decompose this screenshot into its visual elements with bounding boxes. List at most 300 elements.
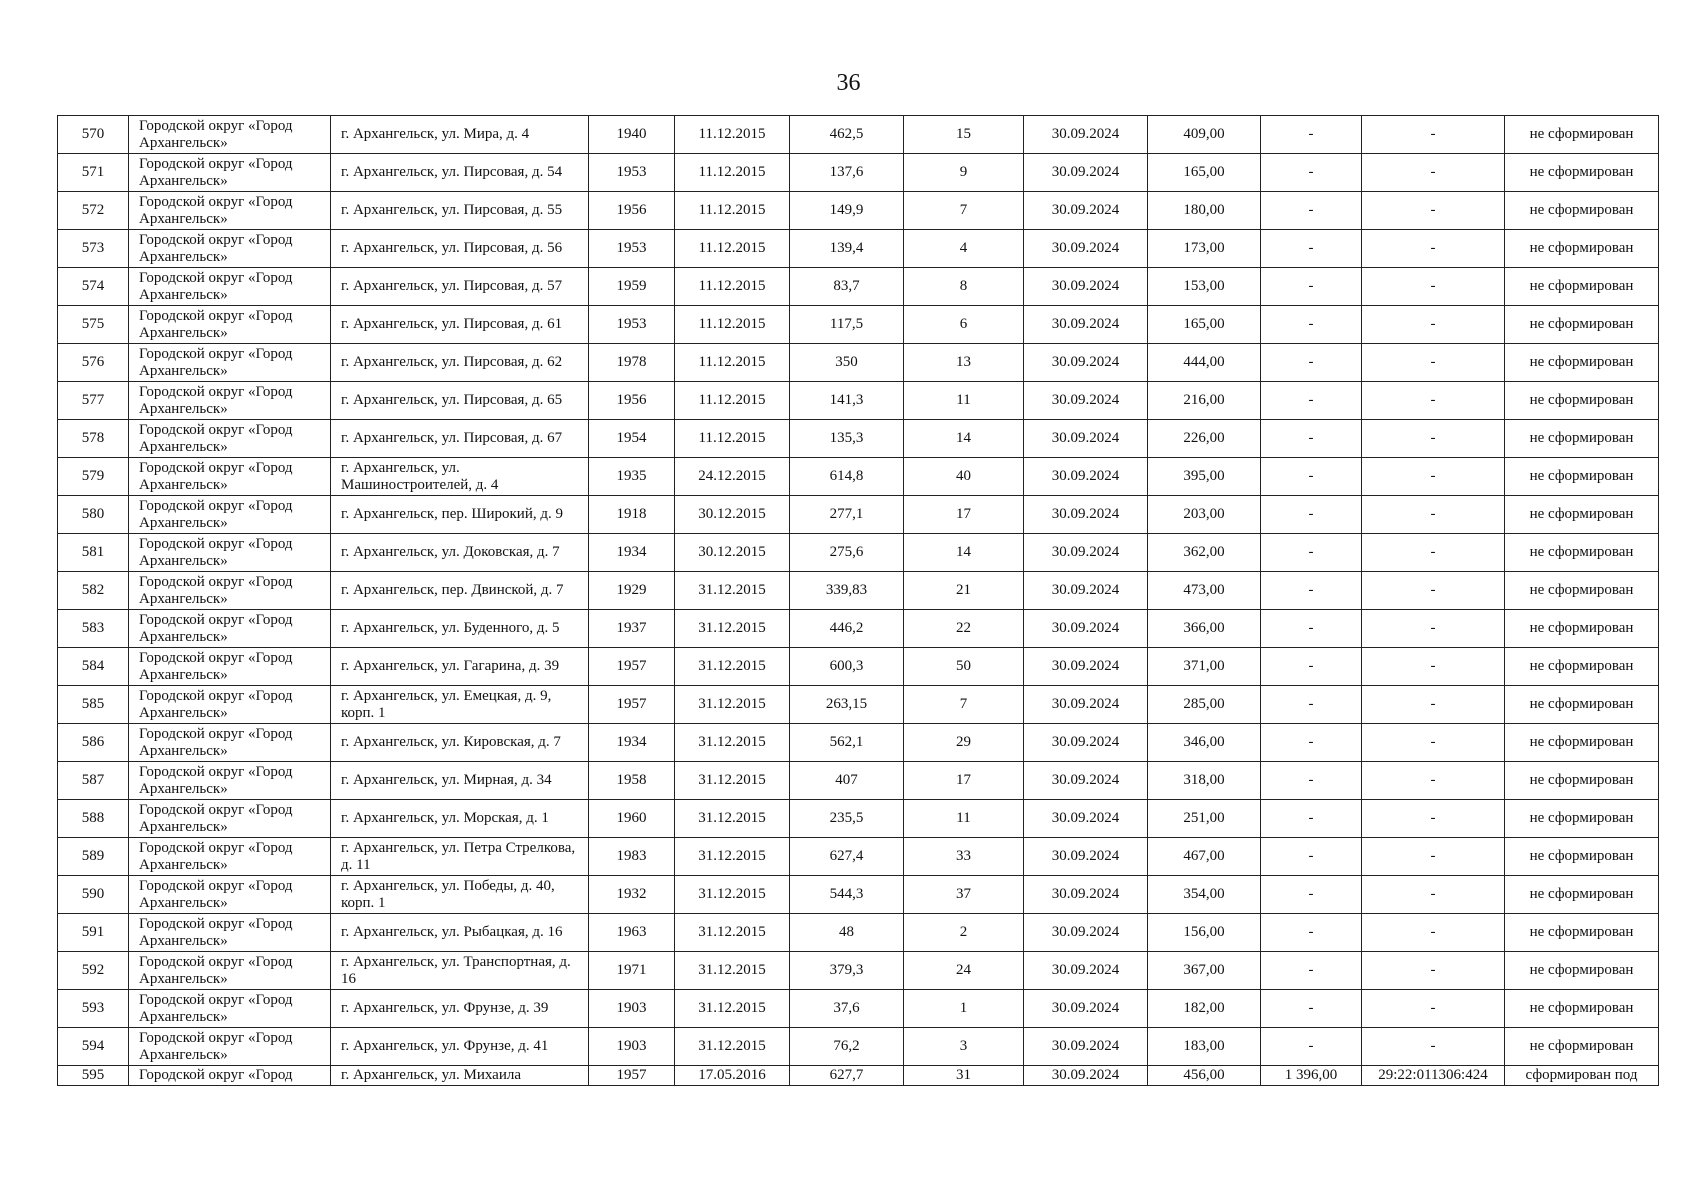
year-cell: 1957 xyxy=(589,686,675,724)
cadastral-number-cell: - xyxy=(1362,876,1505,914)
status-cell: не сформирован xyxy=(1505,154,1659,192)
deadline-cell: 30.09.2024 xyxy=(1024,838,1148,876)
status-cell: не сформирован xyxy=(1505,306,1659,344)
year-cell: 1953 xyxy=(589,230,675,268)
municipality-cell: Городской округ «Город Архангельск» xyxy=(129,876,331,914)
land-formed-area-cell: - xyxy=(1261,420,1362,458)
area-cell: 627,7 xyxy=(790,1066,904,1086)
status-cell: не сформирован xyxy=(1505,420,1659,458)
status-cell: не сформирован xyxy=(1505,116,1659,154)
residents-cell: 6 xyxy=(904,306,1024,344)
table-row xyxy=(58,686,1659,724)
deadline-cell: 30.09.2024 xyxy=(1024,914,1148,952)
table-row xyxy=(58,230,1659,268)
cadastral-number-cell: - xyxy=(1362,686,1505,724)
deadline-cell: 30.09.2024 xyxy=(1024,1028,1148,1066)
address-cell: г. Архангельск, ул. Пирсовая, д. 56 xyxy=(331,230,589,268)
land-area-cell: 473,00 xyxy=(1148,572,1261,610)
year-cell: 1918 xyxy=(589,496,675,534)
row-number: 585 xyxy=(58,686,129,724)
table-row xyxy=(58,648,1659,686)
date-cell: 31.12.2015 xyxy=(675,762,790,800)
address-cell: г. Архангельск, ул. Пирсовая, д. 67 xyxy=(331,420,589,458)
table-row xyxy=(58,610,1659,648)
cadastral-number-cell: - xyxy=(1362,648,1505,686)
year-cell: 1978 xyxy=(589,344,675,382)
table-row xyxy=(58,344,1659,382)
row-number: 593 xyxy=(58,990,129,1028)
address-cell: г. Архангельск, ул. Транспортная, д. 16 xyxy=(331,952,589,990)
year-cell: 1953 xyxy=(589,154,675,192)
page-number: 36 xyxy=(836,70,861,96)
year-cell: 1940 xyxy=(589,116,675,154)
year-cell: 1937 xyxy=(589,610,675,648)
date-cell: 31.12.2015 xyxy=(675,572,790,610)
status-cell: не сформирован xyxy=(1505,230,1659,268)
municipality-cell: Городской округ «Город Архангельск» xyxy=(129,952,331,990)
area-cell: 37,6 xyxy=(790,990,904,1028)
year-cell: 1953 xyxy=(589,306,675,344)
municipality-cell: Городской округ «Город Архангельск» xyxy=(129,914,331,952)
year-cell: 1903 xyxy=(589,1028,675,1066)
land-formed-area-cell: - xyxy=(1261,496,1362,534)
residents-cell: 40 xyxy=(904,458,1024,496)
status-cell: не сформирован xyxy=(1505,800,1659,838)
cadastral-number-cell: - xyxy=(1362,572,1505,610)
cadastral-number-cell: - xyxy=(1362,230,1505,268)
municipality-cell: Городской округ «Город Архангельск» xyxy=(129,116,331,154)
land-formed-area-cell: - xyxy=(1261,230,1362,268)
residents-cell: 37 xyxy=(904,876,1024,914)
residents-cell: 17 xyxy=(904,762,1024,800)
status-cell: не сформирован xyxy=(1505,534,1659,572)
date-cell: 30.12.2015 xyxy=(675,534,790,572)
area-cell: 562,1 xyxy=(790,724,904,762)
land-formed-area-cell: 1 396,00 xyxy=(1261,1066,1362,1086)
date-cell: 31.12.2015 xyxy=(675,876,790,914)
address-cell: г. Архангельск, ул. Пирсовая, д. 61 xyxy=(331,306,589,344)
municipality-cell: Городской округ «Город Архангельск» xyxy=(129,686,331,724)
row-number: 578 xyxy=(58,420,129,458)
area-cell: 76,2 xyxy=(790,1028,904,1066)
row-number: 589 xyxy=(58,838,129,876)
year-cell: 1983 xyxy=(589,838,675,876)
row-number: 573 xyxy=(58,230,129,268)
area-cell: 83,7 xyxy=(790,268,904,306)
year-cell: 1932 xyxy=(589,876,675,914)
table-row xyxy=(58,306,1659,344)
land-formed-area-cell: - xyxy=(1261,192,1362,230)
row-number: 591 xyxy=(58,914,129,952)
status-cell: не сформирован xyxy=(1505,724,1659,762)
municipality-cell: Городской округ «Город Архангельск» xyxy=(129,344,331,382)
row-number: 594 xyxy=(58,1028,129,1066)
residents-cell: 17 xyxy=(904,496,1024,534)
area-cell: 263,15 xyxy=(790,686,904,724)
municipality-cell: Городской округ «Город Архангельск» xyxy=(129,610,331,648)
address-cell: г. Архангельск, ул. Фрунзе, д. 39 xyxy=(331,990,589,1028)
table-row xyxy=(58,268,1659,306)
residents-cell: 3 xyxy=(904,1028,1024,1066)
deadline-cell: 30.09.2024 xyxy=(1024,952,1148,990)
row-number: 586 xyxy=(58,724,129,762)
land-area-cell: 216,00 xyxy=(1148,382,1261,420)
residents-cell: 11 xyxy=(904,800,1024,838)
date-cell: 31.12.2015 xyxy=(675,914,790,952)
date-cell: 11.12.2015 xyxy=(675,420,790,458)
table-row xyxy=(58,1066,1659,1086)
year-cell: 1957 xyxy=(589,648,675,686)
municipality-cell: Городской округ «Город Архангельск» xyxy=(129,496,331,534)
status-cell: не сформирован xyxy=(1505,914,1659,952)
date-cell: 31.12.2015 xyxy=(675,648,790,686)
address-cell: г. Архангельск, ул. Петра Стрелкова, д. 11 xyxy=(331,838,589,876)
date-cell: 11.12.2015 xyxy=(675,154,790,192)
deadline-cell: 30.09.2024 xyxy=(1024,306,1148,344)
residents-cell: 15 xyxy=(904,116,1024,154)
deadline-cell: 30.09.2024 xyxy=(1024,458,1148,496)
year-cell: 1935 xyxy=(589,458,675,496)
year-cell: 1956 xyxy=(589,192,675,230)
municipality-cell: Городской округ «Город Архангельск» xyxy=(129,534,331,572)
municipality-cell: Городской округ «Город Архангельск» xyxy=(129,268,331,306)
status-cell: не сформирован xyxy=(1505,458,1659,496)
date-cell: 11.12.2015 xyxy=(675,192,790,230)
area-cell: 139,4 xyxy=(790,230,904,268)
area-cell: 339,83 xyxy=(790,572,904,610)
table-row xyxy=(58,154,1659,192)
cadastral-number-cell: - xyxy=(1362,952,1505,990)
date-cell: 17.05.2016 xyxy=(675,1066,790,1086)
table-row xyxy=(58,1028,1659,1066)
cadastral-number-cell: - xyxy=(1362,306,1505,344)
municipality-cell: Городской округ «Город xyxy=(129,1066,331,1086)
cadastral-number-cell: - xyxy=(1362,990,1505,1028)
status-cell: не сформирован xyxy=(1505,268,1659,306)
residents-cell: 11 xyxy=(904,382,1024,420)
date-cell: 11.12.2015 xyxy=(675,230,790,268)
land-formed-area-cell: - xyxy=(1261,458,1362,496)
table-row xyxy=(58,990,1659,1028)
date-cell: 31.12.2015 xyxy=(675,610,790,648)
land-area-cell: 165,00 xyxy=(1148,306,1261,344)
cadastral-number-cell: - xyxy=(1362,420,1505,458)
cadastral-number-cell: - xyxy=(1362,724,1505,762)
year-cell: 1934 xyxy=(589,724,675,762)
status-cell: не сформирован xyxy=(1505,572,1659,610)
area-cell: 235,5 xyxy=(790,800,904,838)
land-area-cell: 182,00 xyxy=(1148,990,1261,1028)
address-cell: г. Архангельск, ул. Пирсовая, д. 54 xyxy=(331,154,589,192)
address-cell: г. Архангельск, ул. Емецкая, д. 9, корп. 1 xyxy=(331,686,589,724)
deadline-cell: 30.09.2024 xyxy=(1024,154,1148,192)
row-number: 570 xyxy=(58,116,129,154)
status-cell: не сформирован xyxy=(1505,382,1659,420)
status-cell: не сформирован xyxy=(1505,762,1659,800)
municipality-cell: Городской округ «Город Архангельск» xyxy=(129,192,331,230)
land-formed-area-cell: - xyxy=(1261,686,1362,724)
area-cell: 446,2 xyxy=(790,610,904,648)
deadline-cell: 30.09.2024 xyxy=(1024,1066,1148,1086)
cadastral-number-cell: - xyxy=(1362,914,1505,952)
address-cell: г. Архангельск, ул. Пирсовая, д. 62 xyxy=(331,344,589,382)
land-area-cell: 285,00 xyxy=(1148,686,1261,724)
area-cell: 627,4 xyxy=(790,838,904,876)
date-cell: 31.12.2015 xyxy=(675,686,790,724)
address-cell: г. Архангельск, пер. Широкий, д. 9 xyxy=(331,496,589,534)
status-cell: не сформирован xyxy=(1505,610,1659,648)
table-row xyxy=(58,420,1659,458)
row-number: 587 xyxy=(58,762,129,800)
deadline-cell: 30.09.2024 xyxy=(1024,496,1148,534)
address-cell: г. Архангельск, ул. Пирсовая, д. 65 xyxy=(331,382,589,420)
address-cell: г. Архангельск, ул. Машиностроителей, д. 4 xyxy=(331,458,589,496)
land-area-cell: 456,00 xyxy=(1148,1066,1261,1086)
year-cell: 1956 xyxy=(589,382,675,420)
row-number: 575 xyxy=(58,306,129,344)
cadastral-number-cell: - xyxy=(1362,458,1505,496)
area-cell: 137,6 xyxy=(790,154,904,192)
row-number: 571 xyxy=(58,154,129,192)
date-cell: 11.12.2015 xyxy=(675,382,790,420)
table-row xyxy=(58,572,1659,610)
land-area-cell: 203,00 xyxy=(1148,496,1261,534)
table-row xyxy=(58,192,1659,230)
cadastral-number-cell: - xyxy=(1362,838,1505,876)
area-cell: 462,5 xyxy=(790,116,904,154)
land-area-cell: 153,00 xyxy=(1148,268,1261,306)
address-cell: г. Архангельск, ул. Рыбацкая, д. 16 xyxy=(331,914,589,952)
land-formed-area-cell: - xyxy=(1261,344,1362,382)
address-cell: г. Архангельск, ул. Доковская, д. 7 xyxy=(331,534,589,572)
land-formed-area-cell: - xyxy=(1261,838,1362,876)
land-area-cell: 251,00 xyxy=(1148,800,1261,838)
residents-cell: 24 xyxy=(904,952,1024,990)
deadline-cell: 30.09.2024 xyxy=(1024,420,1148,458)
land-area-cell: 180,00 xyxy=(1148,192,1261,230)
address-cell: г. Архангельск, ул. Мирная, д. 34 xyxy=(331,762,589,800)
residents-cell: 29 xyxy=(904,724,1024,762)
land-area-cell: 346,00 xyxy=(1148,724,1261,762)
deadline-cell: 30.09.2024 xyxy=(1024,344,1148,382)
land-formed-area-cell: - xyxy=(1261,762,1362,800)
area-cell: 407 xyxy=(790,762,904,800)
deadline-cell: 30.09.2024 xyxy=(1024,382,1148,420)
residents-cell: 8 xyxy=(904,268,1024,306)
year-cell: 1934 xyxy=(589,534,675,572)
cadastral-number-cell: - xyxy=(1362,192,1505,230)
municipality-cell: Городской округ «Город Архангельск» xyxy=(129,230,331,268)
residents-cell: 4 xyxy=(904,230,1024,268)
row-number: 579 xyxy=(58,458,129,496)
cadastral-number-cell: - xyxy=(1362,534,1505,572)
residents-cell: 13 xyxy=(904,344,1024,382)
row-number: 574 xyxy=(58,268,129,306)
land-formed-area-cell: - xyxy=(1261,116,1362,154)
area-cell: 350 xyxy=(790,344,904,382)
status-cell: не сформирован xyxy=(1505,1028,1659,1066)
date-cell: 11.12.2015 xyxy=(675,344,790,382)
area-cell: 141,3 xyxy=(790,382,904,420)
land-area-cell: 156,00 xyxy=(1148,914,1261,952)
date-cell: 31.12.2015 xyxy=(675,800,790,838)
row-number: 588 xyxy=(58,800,129,838)
year-cell: 1929 xyxy=(589,572,675,610)
deadline-cell: 30.09.2024 xyxy=(1024,686,1148,724)
row-number: 577 xyxy=(58,382,129,420)
date-cell: 31.12.2015 xyxy=(675,1028,790,1066)
deadline-cell: 30.09.2024 xyxy=(1024,192,1148,230)
land-formed-area-cell: - xyxy=(1261,1028,1362,1066)
address-cell: г. Архангельск, ул. Михаила xyxy=(331,1066,589,1086)
address-cell: г. Архангельск, ул. Фрунзе, д. 41 xyxy=(331,1028,589,1066)
area-cell: 149,9 xyxy=(790,192,904,230)
land-formed-area-cell: - xyxy=(1261,306,1362,344)
residents-cell: 14 xyxy=(904,534,1024,572)
date-cell: 11.12.2015 xyxy=(675,306,790,344)
table-row xyxy=(58,382,1659,420)
land-formed-area-cell: - xyxy=(1261,724,1362,762)
residents-cell: 33 xyxy=(904,838,1024,876)
status-cell: не сформирован xyxy=(1505,648,1659,686)
land-area-cell: 165,00 xyxy=(1148,154,1261,192)
date-cell: 31.12.2015 xyxy=(675,952,790,990)
date-cell: 31.12.2015 xyxy=(675,990,790,1028)
table-row xyxy=(58,724,1659,762)
land-formed-area-cell: - xyxy=(1261,952,1362,990)
municipality-cell: Городской округ «Город Архангельск» xyxy=(129,382,331,420)
land-formed-area-cell: - xyxy=(1261,914,1362,952)
status-cell: не сформирован xyxy=(1505,686,1659,724)
status-cell: не сформирован xyxy=(1505,344,1659,382)
address-cell: г. Архангельск, ул. Пирсовая, д. 55 xyxy=(331,192,589,230)
address-cell: г. Архангельск, ул. Морская, д. 1 xyxy=(331,800,589,838)
area-cell: 135,3 xyxy=(790,420,904,458)
year-cell: 1954 xyxy=(589,420,675,458)
address-cell: г. Архангельск, ул. Буденного, д. 5 xyxy=(331,610,589,648)
municipality-cell: Городской округ «Город Архангельск» xyxy=(129,1028,331,1066)
deadline-cell: 30.09.2024 xyxy=(1024,800,1148,838)
deadline-cell: 30.09.2024 xyxy=(1024,990,1148,1028)
cadastral-number-cell: - xyxy=(1362,154,1505,192)
status-cell: не сформирован xyxy=(1505,952,1659,990)
row-number: 581 xyxy=(58,534,129,572)
residents-cell: 1 xyxy=(904,990,1024,1028)
residents-cell: 14 xyxy=(904,420,1024,458)
row-number: 576 xyxy=(58,344,129,382)
address-cell: г. Архангельск, ул. Мира, д. 4 xyxy=(331,116,589,154)
table-row xyxy=(58,762,1659,800)
year-cell: 1960 xyxy=(589,800,675,838)
cadastral-number-cell: - xyxy=(1362,762,1505,800)
land-area-cell: 371,00 xyxy=(1148,648,1261,686)
year-cell: 1957 xyxy=(589,1066,675,1086)
table-row xyxy=(58,876,1659,914)
area-cell: 379,3 xyxy=(790,952,904,990)
municipality-cell: Городской округ «Город Архангельск» xyxy=(129,800,331,838)
cadastral-number-cell: 29:22:011306:424 xyxy=(1362,1066,1505,1086)
year-cell: 1971 xyxy=(589,952,675,990)
address-cell: г. Архангельск, ул. Кировская, д. 7 xyxy=(331,724,589,762)
municipality-cell: Городской округ «Город Архангельск» xyxy=(129,990,331,1028)
land-area-cell: 226,00 xyxy=(1148,420,1261,458)
date-cell: 30.12.2015 xyxy=(675,496,790,534)
deadline-cell: 30.09.2024 xyxy=(1024,648,1148,686)
area-cell: 48 xyxy=(790,914,904,952)
row-number: 592 xyxy=(58,952,129,990)
date-cell: 24.12.2015 xyxy=(675,458,790,496)
land-formed-area-cell: - xyxy=(1261,610,1362,648)
residents-cell: 7 xyxy=(904,686,1024,724)
row-number: 583 xyxy=(58,610,129,648)
land-area-cell: 362,00 xyxy=(1148,534,1261,572)
cadastral-number-cell: - xyxy=(1362,116,1505,154)
row-number: 584 xyxy=(58,648,129,686)
deadline-cell: 30.09.2024 xyxy=(1024,610,1148,648)
deadline-cell: 30.09.2024 xyxy=(1024,116,1148,154)
residents-cell: 2 xyxy=(904,914,1024,952)
land-formed-area-cell: - xyxy=(1261,154,1362,192)
housing-registry-table xyxy=(57,115,1659,1086)
status-cell: не сформирован xyxy=(1505,876,1659,914)
table-row xyxy=(58,116,1659,154)
cadastral-number-cell: - xyxy=(1362,268,1505,306)
cadastral-number-cell: - xyxy=(1362,1028,1505,1066)
land-area-cell: 183,00 xyxy=(1148,1028,1261,1066)
municipality-cell: Городской округ «Город Архангельск» xyxy=(129,420,331,458)
address-cell: г. Архангельск, ул. Гагарина, д. 39 xyxy=(331,648,589,686)
deadline-cell: 30.09.2024 xyxy=(1024,230,1148,268)
municipality-cell: Городской округ «Город Архангельск» xyxy=(129,458,331,496)
row-number: 572 xyxy=(58,192,129,230)
land-formed-area-cell: - xyxy=(1261,648,1362,686)
land-area-cell: 409,00 xyxy=(1148,116,1261,154)
residents-cell: 7 xyxy=(904,192,1024,230)
area-cell: 275,6 xyxy=(790,534,904,572)
municipality-cell: Городской округ «Город Архангельск» xyxy=(129,306,331,344)
municipality-cell: Городской округ «Город Архангельск» xyxy=(129,154,331,192)
residents-cell: 31 xyxy=(904,1066,1024,1086)
area-cell: 117,5 xyxy=(790,306,904,344)
status-cell: сформирован под xyxy=(1505,1066,1659,1086)
status-cell: не сформирован xyxy=(1505,192,1659,230)
cadastral-number-cell: - xyxy=(1362,382,1505,420)
deadline-cell: 30.09.2024 xyxy=(1024,724,1148,762)
address-cell: г. Архангельск, пер. Двинской, д. 7 xyxy=(331,572,589,610)
municipality-cell: Городской округ «Город Архангельск» xyxy=(129,838,331,876)
table-row xyxy=(58,952,1659,990)
table-row xyxy=(58,496,1659,534)
date-cell: 11.12.2015 xyxy=(675,116,790,154)
registry-body xyxy=(58,116,1659,1086)
deadline-cell: 30.09.2024 xyxy=(1024,762,1148,800)
land-area-cell: 318,00 xyxy=(1148,762,1261,800)
land-area-cell: 395,00 xyxy=(1148,458,1261,496)
year-cell: 1958 xyxy=(589,762,675,800)
table-row xyxy=(58,914,1659,952)
area-cell: 614,8 xyxy=(790,458,904,496)
date-cell: 31.12.2015 xyxy=(675,838,790,876)
row-number: 580 xyxy=(58,496,129,534)
land-formed-area-cell: - xyxy=(1261,382,1362,420)
land-formed-area-cell: - xyxy=(1261,534,1362,572)
land-formed-area-cell: - xyxy=(1261,800,1362,838)
cadastral-number-cell: - xyxy=(1362,344,1505,382)
land-formed-area-cell: - xyxy=(1261,990,1362,1028)
land-formed-area-cell: - xyxy=(1261,876,1362,914)
year-cell: 1959 xyxy=(589,268,675,306)
residents-cell: 9 xyxy=(904,154,1024,192)
